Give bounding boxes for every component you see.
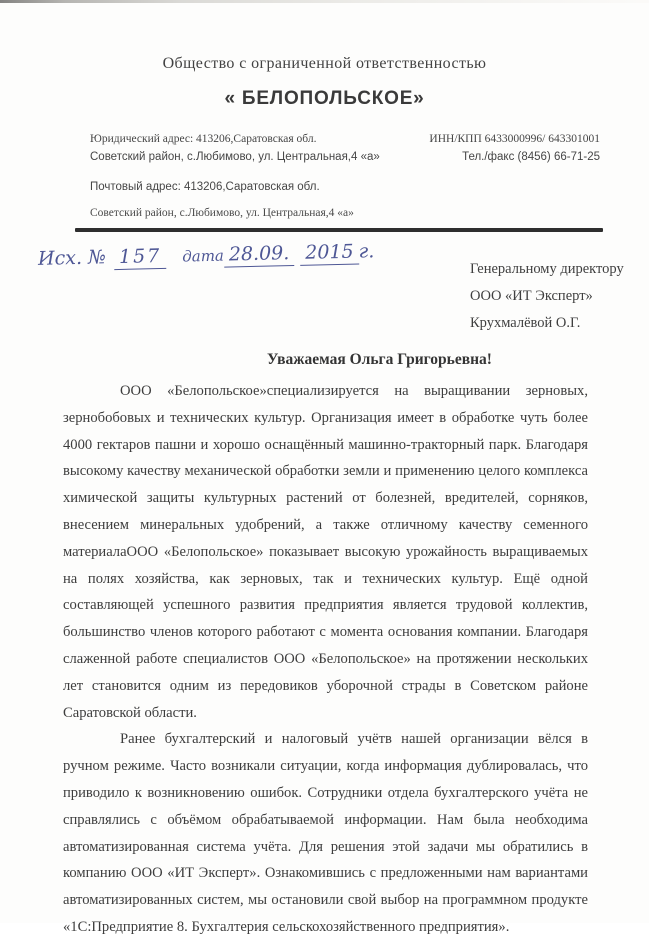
scan-edge-artifact	[0, 0, 649, 3]
body-paragraph-1: ООО «Белопольское»специализируется на выращивании зерновых, зернобобовых и технических культур. Организация имеет в обработке чуть более 4000 гектаров пашни и хорошо оснащённый машинно-тракторный парк. Благодаря высокому качеству механической обработки земли и применению целого комплекса химической защиты культурных растений от болезней, вредителей, сорняков, внесением минеральных удобрений, а также отличному качеству семенного материалаООО «Белопольское» показывает высокую урожайность выращиваемых на полях хозяйства, как зерновых, так и технических культур. Ещё одной составляющей успешного развития предприятия является трудовой коллектив, большинство членов которого работают с момента основания компании. Благодаря слаженной работе специалистов ООО «Белопольское» на протяжении нескольких лет становится одним из передовиков уборочной страды в Советском районе Саратовской области.	[63, 383, 588, 721]
outgoing-ref-year: 2015	[300, 241, 359, 266]
outgoing-ref-number: 157	[114, 245, 167, 270]
org-name-line: « БЕЛОПОЛЬСКОЕ»	[224, 88, 425, 109]
recipient-person: Крухмалёвой О.Г.	[470, 315, 581, 331]
outgoing-ref-date: 28.09.	[224, 242, 295, 268]
letterhead-address-row	[90, 130, 600, 166]
recipient-title: Генеральному директору	[470, 261, 624, 277]
contact-block	[429, 130, 600, 166]
salutation-line: Уважаемая Ольга Григорьевна!	[267, 351, 492, 368]
postal-address-line2: Советский район, с.Любимово, ул. Центральная,4 «а»	[90, 207, 354, 219]
legal-address-line2: Советский район, с.Любимово, ул. Центральная,4 «а»	[90, 151, 380, 163]
recipient-company: ООО «ИТ Эксперт»	[470, 288, 593, 304]
phone-fax-line: Тел./факс (8456) 66-71-25	[462, 151, 600, 163]
outgoing-ref-date-label: дата	[182, 246, 225, 266]
legal-address-block	[90, 130, 380, 166]
handwritten-outgoing-ref	[38, 240, 375, 272]
inn-kpp-line: ИНН/КПП 6433000996/ 643301001	[429, 133, 600, 145]
org-type-line: Общество с ограниченной ответственностью	[162, 55, 487, 72]
letterhead-divider-bar	[75, 228, 603, 232]
recipient-block	[470, 256, 624, 337]
postal-address-line1: Почтовый адрес: 413206,Саратовская обл.	[90, 181, 320, 193]
legal-address-line1: Юридический адрес: 413206,Саратовская обл.	[90, 133, 317, 145]
body-paragraph-2: Ранее бухгалтерский и налоговый учётв нашей организации вёлся в ручном режиме. Часто возникали ситуации, когда информация дублировалась, что приводило к возникновению ошибок. Сотрудники отдела бухгалтерского учёта не справлялись с объёмом обрабатываемой информации. Нам была необходима автоматизированная система учёта. Для решения этой задачи мы обратились в компанию ООО «ИТ Эксперт». Ознакомившись с предложенными нам вариантами автоматизированных систем, мы остановили свой выбор на программном продукте «1С:Предприятие 8. Бухгалтерия сельскохозяйственного предприятия».	[63, 731, 588, 935]
outgoing-ref-year-suffix: г.	[358, 240, 375, 263]
outgoing-ref-prefix: Исх. №	[37, 246, 107, 270]
